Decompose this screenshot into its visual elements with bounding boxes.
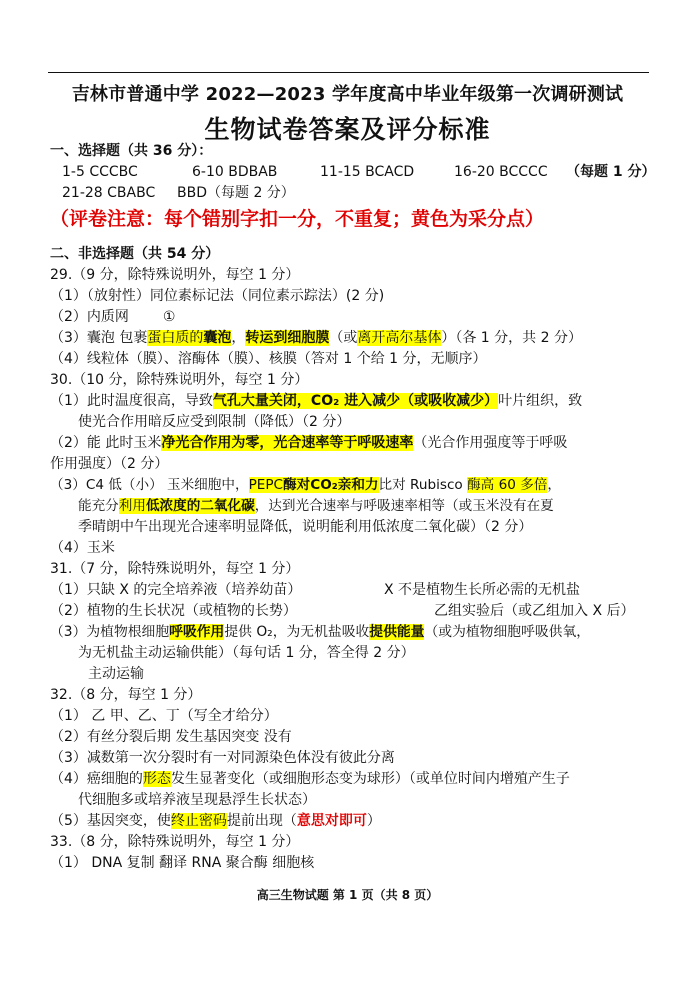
q32-5b: 终止密码 [170, 813, 227, 829]
q31-3a: （3）为植物根细胞 [50, 624, 170, 640]
q30-3k: 能充分 [78, 498, 119, 514]
q30-heading: 30.（10 分，除特殊说明外，每空 1 分） [50, 372, 309, 388]
q30-answer-3 [50, 475, 561, 495]
q30-3m: 低浓度的二氧化碳 [145, 498, 255, 514]
q32-4b: 形态 [142, 771, 171, 787]
q31-answer-2 [50, 601, 635, 621]
choice-11-15: 11-15 BCACD [320, 164, 415, 180]
q30-3e: 亲和力 [337, 477, 379, 493]
q30-1d: 叶片组织，致 [498, 393, 583, 409]
choice-row-1 [62, 162, 656, 182]
q29-3d: ， [231, 330, 246, 346]
q31-3c: 提供 O₂，为无机盐吸收 [224, 624, 370, 640]
q32-heading: 32.（8 分，每空 1 分） [50, 687, 202, 703]
q31-2b: 乙组实验后（或乙组加入 X 后） [434, 603, 635, 619]
q32-answer-4 [50, 769, 570, 789]
q31-3d: 提供能量 [369, 624, 425, 640]
q29-answer-2 [50, 307, 175, 327]
q30-answer-2-cont: 作用强度）（2 分） [50, 456, 169, 472]
q32-answer-2: （2）有丝分裂后期 发生基因突变 没有 [50, 729, 292, 745]
q31-1b: X 不是植物生长所必需的无机盐 [384, 582, 581, 598]
q29-3c: 囊泡 [203, 330, 232, 346]
q29-3e: 转运到细胞膜 [245, 330, 330, 346]
q30-2a: （2）能 此时玉米 [50, 435, 162, 451]
q30-3i: 多倍 [520, 477, 548, 493]
q30-3j: ， [547, 477, 561, 493]
q29-3b: 蛋白质的 [147, 330, 204, 346]
q29-3a: （3）囊泡 包裹 [50, 330, 148, 346]
header-rule [48, 72, 649, 73]
q30-3h: 60 [494, 477, 521, 493]
q30-3c: 酶对 [283, 477, 311, 493]
section1-heading: 一、选择题（共 36 分）： [50, 143, 213, 159]
q30-answer-1 [50, 391, 582, 411]
page-footer: 高三生物试题 第 1 页（共 8 页） [256, 888, 439, 902]
q31-answer-4: 主动运输 [88, 666, 144, 682]
q30-answer-2 [50, 433, 567, 453]
q30-3d: CO₂ [310, 477, 338, 493]
q32-5c: 提前出现（ [226, 813, 297, 829]
choice-16-20: 16-20 BCCCC [454, 164, 548, 180]
exam-title: 吉林市普通中学 2022—2023 学年度高中毕业年级第一次调研测试 [71, 84, 624, 105]
q32-5d: 意思对即可 [296, 813, 367, 829]
q30-3l: 利用 [118, 498, 146, 514]
choice-26-28: BBD（每题 2 分） [177, 185, 295, 201]
choice-21-25: 21-28 CBABC [62, 185, 156, 201]
q32-4c: 发生显著变化（或细胞形态变为球形）（或单位时间内增殖产生子 [170, 771, 570, 787]
q29-answer-3 [50, 328, 582, 348]
q29-answer-4: （4）线粒体（膜）、溶酶体（膜）、核膜（答对 1 个给 1 分，无顺序） [50, 351, 487, 367]
choice-6-10: 6-10 BDBAB [192, 164, 278, 180]
q30-2b: 净光合作用为零，光合速率等于呼吸速率 [161, 435, 414, 451]
q31-3e: （或为植物细胞呼吸供氧， [424, 624, 591, 640]
q32-4a: （4）癌细胞的 [50, 771, 143, 787]
q32-answer-3: （3）减数第一次分裂时有一对同源染色体没有彼此分离 [50, 750, 395, 766]
q29-answer-1: （1）（放射性）同位素标记法（同位素示踪法）(2 分) [50, 288, 385, 304]
q32-answer-4-cont: 代细胞多或培养液呈现悬浮生长状态） [78, 792, 316, 808]
q32-answer-5 [50, 811, 381, 831]
section2-heading: 二、非选择题（共 54 分） [50, 246, 220, 262]
q30-answer-1-cont: 使光合作用暗反应受到限制（降低）（2 分） [78, 414, 351, 430]
q30-3b: PEPC [248, 477, 284, 493]
q30-1a: （1）此时温度很高，导致 [50, 393, 213, 409]
q31-heading: 31.（7 分，除特殊说明外，每空 1 分） [50, 561, 300, 577]
q31-answer-1 [50, 580, 580, 600]
q29-3h: ）（各 1 分，共 2 分） [441, 330, 582, 346]
q29-3f: （或 [329, 330, 358, 346]
grading-notice: （评卷注意：每个错别字扣一分，不重复；黄色为采分点） [50, 208, 545, 230]
q30-2c: （光合作用强度等于呼吸 [413, 435, 568, 451]
q33-heading: 33.（8 分，除特殊说明外，每空 1 分） [50, 834, 300, 850]
q32-5e: ） [366, 813, 381, 829]
q30-3n: ，达到光合速率与呼吸速率相等（或玉米没有在夏 [254, 498, 554, 514]
q30-answer-4: （4）玉米 [50, 540, 115, 556]
q30-answer-3-cont2: 季晴朗中午出现光合速率明显降低，说明能利用低浓度二氧化碳）（2 分） [78, 519, 533, 535]
q29-answer-2a: （2）内质网 [50, 309, 129, 325]
q29-answer-2b: ① [162, 309, 176, 325]
q31-3b: 呼吸作用 [169, 624, 225, 640]
q30-answer-3-cont [78, 496, 554, 516]
q30-3f: 比对 Rubisco [378, 477, 468, 493]
q30-3g: 酶高 [467, 477, 495, 493]
q31-answer-3 [50, 622, 590, 642]
q31-2a: （2）植物的生长状况（或植物的长势） [50, 603, 297, 619]
q31-answer-3-cont: 为无机盐主动运输供能）（每句话 1 分，答全得 2 分） [78, 645, 415, 661]
q29-3g: 离开高尔基体 [357, 330, 442, 346]
q30-3a: （3）C4 低（小） 玉米细胞中， [50, 477, 249, 493]
q33-answer-1: （1） DNA 复制 翻译 RNA 聚合酶 细胞核 [50, 855, 315, 871]
choice-1-5: 1-5 CCCBC [62, 164, 138, 180]
q30-1b: 气孔大量关闭， [212, 393, 311, 409]
q32-5a: （5）基因突变，使 [50, 813, 171, 829]
document-title: 生物试卷答案及评分标准 [204, 115, 491, 144]
q29-heading: 29.（9 分，除特殊说明外，每空 1 分） [50, 267, 300, 283]
q32-answer-1: （1） 乙 甲、乙、丁（写全才给分） [50, 708, 278, 724]
choice-score-note-1: （每题 1 分） [566, 164, 656, 180]
choice-row-2 [62, 183, 295, 203]
q31-1a: （1）只缺 X 的完全培养液（培养幼苗） [50, 582, 302, 598]
q30-1c: CO₂ 进入减少（或吸收减少） [310, 393, 499, 409]
